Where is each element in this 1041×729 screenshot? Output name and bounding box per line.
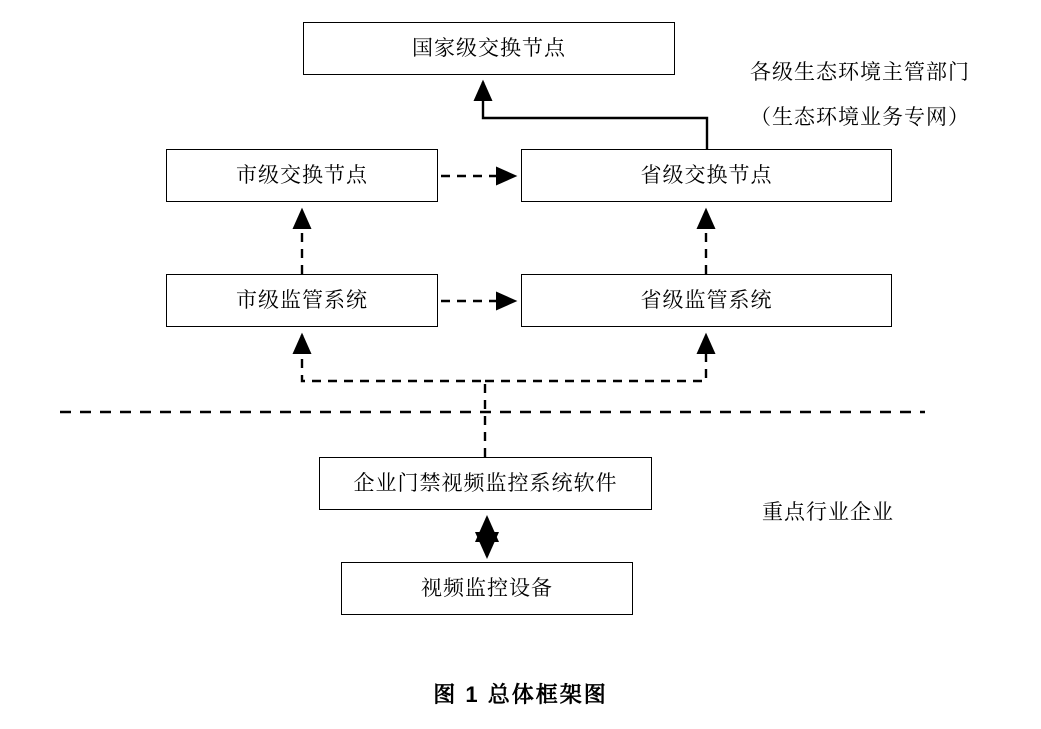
node-label: 视频监控设备 — [421, 575, 553, 600]
node-province-exchange-node[interactable] — [521, 149, 892, 202]
edge-province-to-national — [483, 82, 707, 149]
node-label: 国家级交换节点 — [412, 35, 566, 60]
node-label: 省级监管系统 — [640, 287, 773, 312]
node-label: 企业门禁视频监控系统软件 — [353, 470, 618, 495]
node-city-supervision-system[interactable] — [166, 274, 438, 327]
node-province-supervision-system[interactable] — [521, 274, 892, 327]
node-enterprise-access-video-software[interactable] — [319, 457, 652, 510]
node-label: 省级交换节点 — [640, 162, 773, 187]
label-eco-department-line2: （生态环境业务专网） — [750, 105, 970, 129]
node-label: 市级交换节点 — [236, 162, 368, 187]
node-label: 市级监管系统 — [236, 287, 368, 312]
node-city-exchange-node[interactable] — [166, 149, 438, 202]
label-eco-department-line1: 各级生态环境主管部门 — [750, 60, 970, 84]
figure-caption: 图 1 总体框架图 — [433, 682, 608, 707]
node-national-exchange-node[interactable] — [303, 22, 675, 75]
edge-enterprise-to-supervision-systems — [302, 335, 706, 457]
label-key-industry-enterprise: 重点行业企业 — [762, 500, 894, 524]
node-video-monitoring-device[interactable] — [341, 562, 633, 615]
